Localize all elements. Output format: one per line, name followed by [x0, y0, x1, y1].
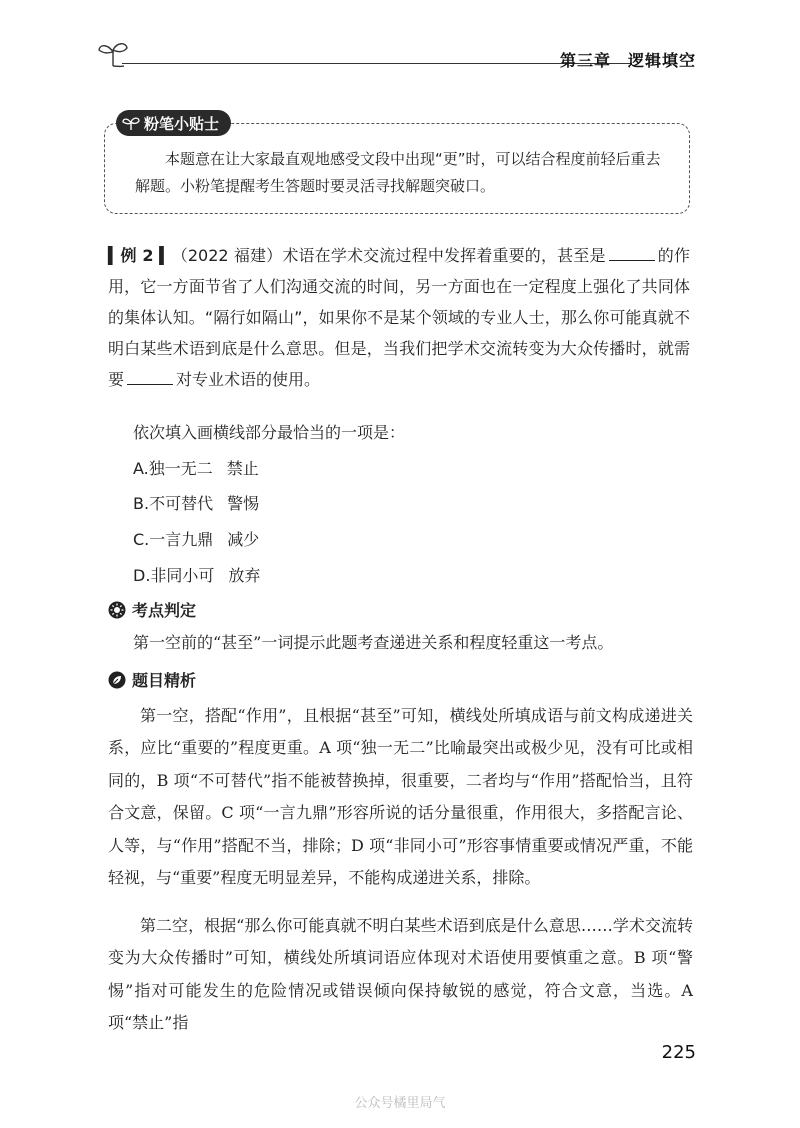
section-detail-label: 题目精析 — [132, 671, 197, 690]
chapter-title: 第三章 逻辑填空 — [559, 51, 696, 70]
section-detail-title — [108, 668, 196, 691]
option-letter: C. — [133, 530, 150, 549]
option-letter: B. — [133, 494, 150, 513]
example-source: （2022 福建） — [171, 246, 283, 265]
option-word-2: 放弃 — [228, 566, 261, 585]
blank-line — [127, 383, 173, 385]
tip-text: 本题意在让大家最直观地感受文段中出现“更”时，可以结合程度前轻后重去解题。小粉笔提醒考生答题时要灵活寻找解题突破口。 — [135, 150, 661, 195]
header-rule — [122, 63, 632, 64]
detail-paragraph-1: 第一空，搭配“作用”，且根据“甚至”可知，横线处所填成语与前文构成递进关系，应比“重要的”程度更重。A 项“独一无二”比喻最突出或极少见，没有可比或相同的，B 项“不可替代”指不能被替换掉，很重要，二者均与“作用”搭配恰当，且符合文意，保留。C 项“一言九鼎”形容所说的话分量很重，作用很大，多搭配言论、人等，与“作用”搭配不当，排除；D 项“非同小可”形容事情重要或情况严重，不能轻视，与“重要”程度无明显差异，不能构成递进关系，排除。 — [108, 706, 693, 888]
option-d — [133, 563, 260, 586]
option-word-2: 减少 — [227, 530, 260, 549]
example-question — [108, 240, 690, 395]
example-tag: ▍例 2 ▍ — [108, 246, 172, 265]
sun-icon — [108, 601, 126, 619]
option-letter: D. — [133, 566, 151, 585]
leaf-icon — [108, 671, 126, 689]
option-letter: A. — [133, 459, 149, 478]
option-word-1: 一言九鼎 — [149, 530, 214, 549]
example-text-1: 术语在学术交流过程中发挥着重要的，甚至是 — [282, 246, 606, 265]
option-word-2: 禁止 — [226, 459, 259, 478]
sprout-icon — [122, 115, 140, 131]
option-b — [133, 491, 259, 514]
section-point-label: 考点判定 — [132, 601, 197, 620]
detail-paragraph-2: 第二空，根据“那么你可能真就不明白某些术语到底是什么意思……学术交流转变为大众传播时”可知，横线处所填词语应体现对术语使用要慎重之意。B 项“警惕”指对可能发生的危险情况或错误倾向保持敏锐的感觉，符合文意，当选。A 项“禁止”指 — [108, 916, 693, 1033]
option-c — [133, 527, 259, 550]
example-text-2: 的作用，它一方面节省了人们沟通交流的时间，另一方面也在一定程度上强化了共同体的集体认知。“隔行如隔山”，如果你不是某个领域的专业人士，那么你可能真就不明白某些术语到底是什么意思。但是，当我们把学术交流转变为大众传播时，就需要 — [108, 246, 690, 389]
tip-label — [116, 110, 231, 136]
watermark: 公众号橘里局气 — [354, 1096, 446, 1111]
tip-label-text: 粉笔小贴士 — [144, 114, 220, 133]
option-word-2: 警惕 — [227, 494, 260, 513]
blank-line — [609, 259, 655, 261]
question-prompt: 依次填入画横线部分最恰当的一项是： — [133, 423, 406, 442]
page-header — [96, 36, 696, 72]
point-text: 第一空前的“甚至”一词提示此题考查递进关系和程度轻重这一考点。 — [133, 633, 614, 652]
example-text-3: 对专业术语的使用。 — [176, 370, 321, 389]
option-word-1: 非同小可 — [150, 566, 215, 585]
section-point-title — [108, 598, 196, 621]
page-number: 225 — [661, 1042, 696, 1063]
option-word-1: 不可替代 — [149, 494, 214, 513]
option-word-1: 独一无二 — [148, 459, 213, 478]
option-a — [133, 456, 259, 479]
